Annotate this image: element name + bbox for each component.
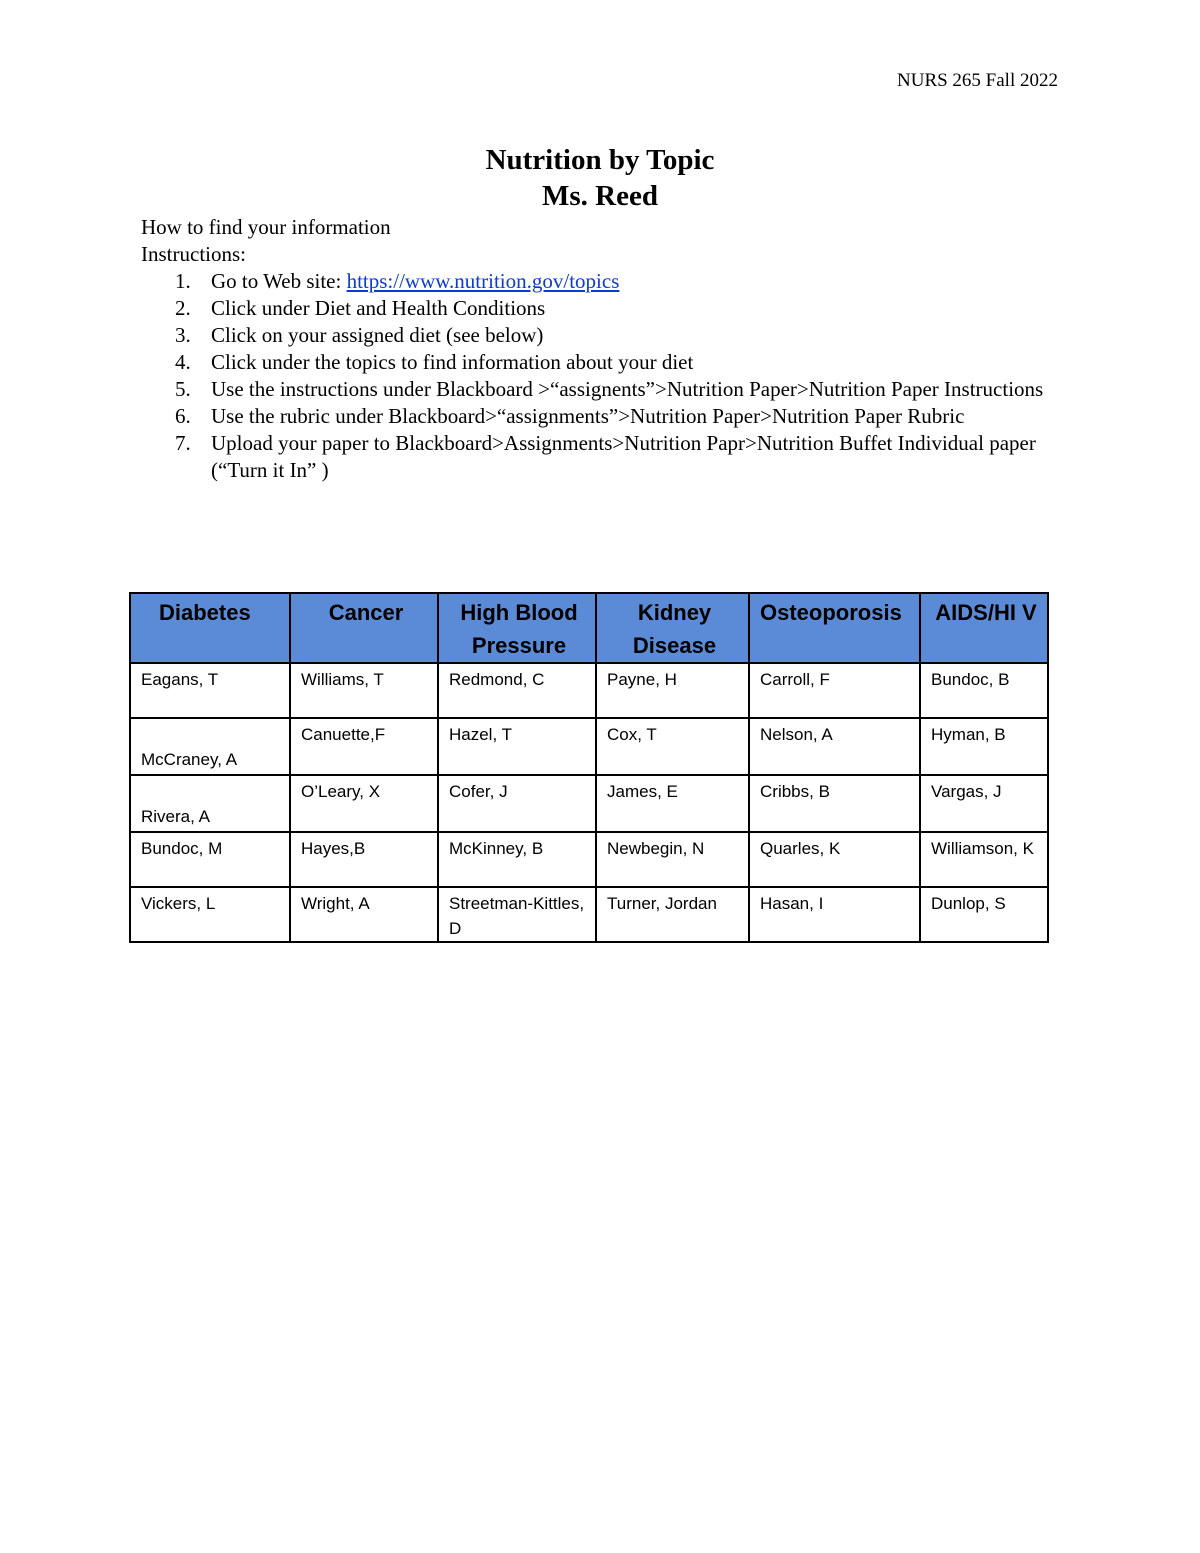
table-cell: Cox, T — [596, 718, 749, 775]
table-cell: Cofer, J — [438, 775, 596, 832]
step-text: Go to Web site: — [211, 269, 347, 293]
list-item — [141, 430, 1071, 484]
table-cell: Quarles, K — [749, 832, 920, 887]
step-text: Upload your paper to Blackboard>Assignments>Nutrition Papr>Nutrition Buffet Individual paper (“Turn it In” ) — [211, 431, 1036, 482]
list-number: 4. — [175, 350, 191, 374]
list-number: 7. — [175, 431, 191, 455]
table-cell: Vickers, L — [130, 887, 290, 942]
table-header-row — [130, 593, 1048, 663]
table-cell: Rivera, A — [130, 775, 290, 832]
table-cell: Nelson, A — [749, 718, 920, 775]
table-cell: Streetman-Kittles, D — [438, 887, 596, 942]
table-cell: James, E — [596, 775, 749, 832]
column-header-osteoporosis: Osteoporosis — [749, 593, 920, 663]
step-text: Use the instructions under Blackboard >“assignents”>Nutrition Paper>Nutrition Paper Instructions — [211, 377, 1044, 401]
list-item — [141, 349, 1071, 376]
course-header: NURS 265 Fall 2022 — [897, 70, 1058, 91]
column-header-high-blood-pressure: High Blood Pressure — [438, 593, 596, 663]
title-line-2: Ms. Reed — [542, 180, 658, 212]
table-cell: Hayes,B — [290, 832, 438, 887]
column-header-cancer: Cancer — [290, 593, 438, 663]
table-cell: Newbegin, N — [596, 832, 749, 887]
table-cell: Turner, Jordan — [596, 887, 749, 942]
list-number: 3. — [175, 323, 191, 347]
nutrition-site-link[interactable]: https://www.nutrition.gov/topics — [346, 269, 620, 293]
step-text: Click on your assigned diet (see below) — [211, 323, 544, 347]
column-header-diabetes: Diabetes — [130, 593, 290, 663]
table-cell: Hyman, B — [920, 718, 1048, 775]
step-text: Use the rubric under Blackboard>“assignments”>Nutrition Paper>Nutrition Paper Rubric — [211, 404, 965, 428]
list-number: 6. — [175, 404, 191, 428]
table-cell: McCraney, A — [130, 718, 290, 775]
list-number: 5. — [175, 377, 191, 401]
step-text: Click under Diet and Health Conditions — [211, 296, 546, 320]
step-text: Click under the topics to find information about your diet — [211, 350, 694, 374]
table-row — [130, 663, 1048, 718]
table-cell: Vargas, J — [920, 775, 1048, 832]
table-cell: Dunlop, S — [920, 887, 1048, 942]
list-item — [141, 403, 1071, 430]
list-item — [141, 295, 1071, 322]
table-row — [130, 832, 1048, 887]
table-cell: Bundoc, M — [130, 832, 290, 887]
instructions-block — [141, 214, 1071, 484]
table-row — [130, 887, 1048, 942]
page-title — [0, 142, 1200, 214]
table-cell: Canuette,F — [290, 718, 438, 775]
column-header-aids-hiv: AIDS/HI V — [920, 593, 1048, 663]
table-cell: Bundoc, B — [920, 663, 1048, 718]
list-item — [141, 322, 1071, 349]
table-cell: Payne, H — [596, 663, 749, 718]
instruction-list — [141, 268, 1071, 484]
table-cell: Eagans, T — [130, 663, 290, 718]
list-number: 2. — [175, 296, 191, 320]
table-cell: Redmond, C — [438, 663, 596, 718]
table-cell: O’Leary, X — [290, 775, 438, 832]
table-cell: Williams, T — [290, 663, 438, 718]
intro-line-2: Instructions: — [141, 242, 246, 266]
table-cell: Cribbs, B — [749, 775, 920, 832]
table-cell: Wright, A — [290, 887, 438, 942]
title-line-1: Nutrition by Topic — [485, 144, 715, 176]
assignment-table — [129, 592, 1049, 943]
intro-line-1: How to find your information — [141, 215, 391, 239]
column-header-kidney-disease: Kidney Disease — [596, 593, 749, 663]
list-item — [141, 268, 1071, 295]
table-cell: Hasan, I — [749, 887, 920, 942]
table-row — [130, 718, 1048, 775]
table-cell: Carroll, F — [749, 663, 920, 718]
list-item — [141, 376, 1071, 403]
table-cell: Williamson, K — [920, 832, 1048, 887]
list-number: 1. — [175, 269, 191, 293]
table-row — [130, 775, 1048, 832]
table-cell: McKinney, B — [438, 832, 596, 887]
table-cell: Hazel, T — [438, 718, 596, 775]
